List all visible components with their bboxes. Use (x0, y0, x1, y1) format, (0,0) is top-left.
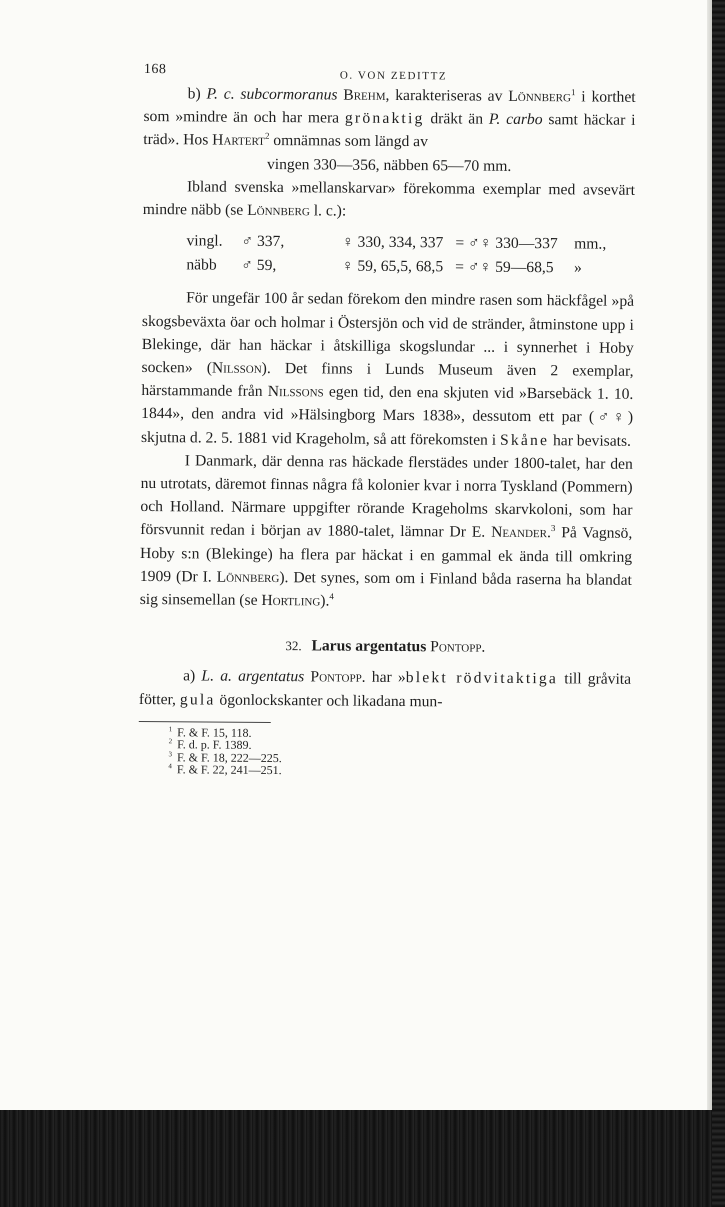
author-name: Nilssons (267, 383, 324, 401)
footnote-ref: 2 (264, 131, 270, 142)
author-name: Hartert (212, 131, 265, 150)
section-number: 32. (285, 638, 302, 654)
author-name: Lönnberg (247, 201, 310, 220)
running-head: O. VON ZEDITTZ (339, 69, 448, 83)
taxon-name: L. a. argentatus (201, 667, 305, 686)
body-text (139, 82, 636, 715)
footnote: $^1$ F. & F. 15, 118. (168, 725, 252, 740)
author-name: Pontopp. (310, 668, 366, 687)
measurement-line: vingen 330—356, näbben 65—70 mm. (266, 155, 512, 175)
author-name: Neander (491, 524, 548, 542)
section-heading (139, 633, 631, 660)
footnote-ref: 4 (329, 591, 334, 602)
measurement-table (186, 230, 634, 281)
footnote-ref: 1 (570, 87, 576, 98)
taxon-name: P. c. subcormoranus (206, 85, 338, 104)
author-name: Pontopp. (430, 638, 486, 656)
footnote: $^3$ F. & F. 18, 222—225. (168, 749, 282, 765)
spaced-emphasis: gula (179, 690, 216, 709)
species-name: Larus argentatus (311, 637, 427, 656)
scan-border-bottom (0, 1110, 712, 1207)
paragraph-argentatus: a) L. a. argentatus Pontopp. har »blekt rödvitaktiga till gråvita fötter, gula ögonlockskanter och likadana mun- (138, 667, 632, 711)
measurement-row: vingl. ♂ 337, ♀ 330, 334, 337 = ♂♀ 330—337 mm., (186, 232, 607, 253)
author-name: Brehm (343, 86, 386, 104)
spaced-emphasis: Skåne (499, 431, 550, 449)
measurement-row: näbb ♂ 59, ♀ 59, 65,5, 68,5 = ♂♀ 59—68,5 » (186, 256, 582, 277)
page-header (144, 56, 636, 86)
author-name: Lönnberg (216, 568, 280, 586)
paragraph-forungefar: För ungefär 100 år sedan förekom den mindre rasen som häckfågel »på skogsbeväxta öar och holmar i Östersjön och vid de stränder, åtminstone upp i Blekinge, där han häckar i åtskilliga skogslundar ... i synnerhet i Hoby socken» (Nilsson). Det finns i Lunds Museum även 2 exemplar, härstammande från Nilssons egen tid, den ena skjuten vid »Barsebäck 1. 10. 1844», den andra vid »Hälsingborg Mars 1838», dessutom ett par (♂♀) skjutna d. 2. 5. 1881 vid Krageholm, så att förekomsten i Skåne har bevisats. (140, 289, 635, 450)
taxon-name: P. carbo (488, 110, 543, 129)
footnote: $^2$ F. d. p. F. 1389. (168, 737, 252, 753)
author-name: Hortling (261, 591, 321, 610)
spaced-emphasis: blekt rödvitaktiga (405, 669, 559, 688)
author-name: Nilsson (211, 359, 262, 377)
footnote-ref: 3 (550, 523, 556, 534)
text-column (138, 56, 636, 779)
paragraph-subcormoranus: b) P. c. subcormoranus Brehm, karakteriseras av Lönnberg$^1$ i korthet som »mindre än och har mera grönaktig dräkt än P. carbo samt häckar i träd». Hos Hartert$^2$ omnämnas som längd av (143, 85, 636, 151)
footnote: $^4$ F. & F. 22, 241—251. (168, 762, 282, 778)
scan-border-right (712, 0, 725, 1207)
footnote-rule (139, 721, 271, 723)
page-number: 168 (143, 61, 167, 78)
spaced-emphasis: grönaktig (344, 109, 425, 128)
paragraph-ibland: Ibland svenska »mellanskarvar» förekomma exemplar med avsevärt mindre näbb (se Lönnberg l. c.): (142, 178, 636, 220)
author-name: Lönnberg (508, 87, 572, 106)
paragraph-danmark: I Danmark, där denna ras häckade flerstädes under 1800-talet, har den nu utrotats, däremot finnas några få kolonier kvar i norra Tyskland (Pommern) och Holland. Närmare uppgifter rörande Krageholms skarvkoloni, som har försvunnit redan i början av 1880-talet, lämnar Dr E. Neander.$^3$ På Vagnsö, Hoby s:n (Blekinge) ha flera par häckat i en gammal ek ända till omkring 1909 (Dr I. Lönnberg). Det synes, som om i Finland båda raserna ha blandat sig sinsemellan (se Hortling).$^4$ (139, 452, 633, 610)
footnotes (168, 726, 630, 779)
